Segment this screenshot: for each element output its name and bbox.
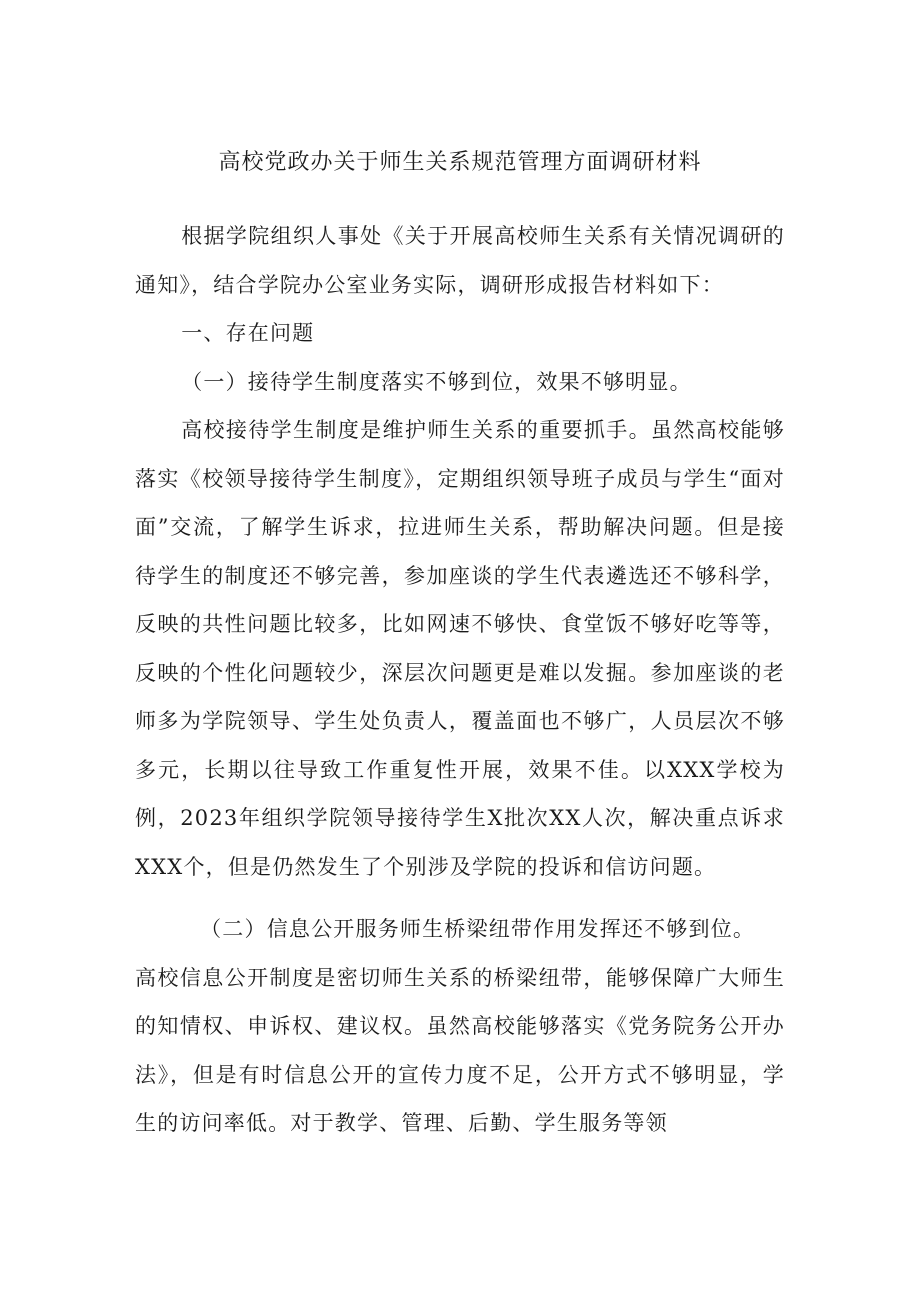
- document-title: 高校党政办关于师生关系规范管理方面调研材料: [218, 150, 702, 175]
- paragraph-information-disclosure: 高校信息公开制度是密切师生关系的桥梁纽带，能够保障广大师生的知情权、申诉权、建议权。虽然高校能够落实《党务院务公开办法》，但是有时信息公开的宣传力度不足，公开方式不够明显，学生的访问率低。对于教学、管理、后勤、学生服务等领: [135, 965, 785, 1135]
- document-body: [135, 212, 785, 1148]
- paragraph-reception-system: 高校接待学生制度是维护师生关系的重要抓手。虽然高校能够落实《校领导接待学生制度》，定期组织领导班子成员与学生“面对面”交流，了解学生诉求，拉进师生关系，帮助解决问题。但是接待学生的制度还不够完善，参加座谈的学生代表遴选还不够科学，反映的共性问题比较多，比如网速不够快、食堂饭不够好吃等等，反映的个性化问题较少，深层次问题更是难以发掘。参加座谈的老师多为学院领导、学生处负责人，覆盖面也不够广，人员层次不够多元，长期以往导致工作重复性开展，效果不佳。以XXX学校为例，2023年组织学院领导接待学生X批次XX人次，解决重点诉求XXX个，但是仍然发生了个别涉及学院的投诉和信访问题。: [135, 418, 785, 879]
- subheading-information-disclosure: （二）信息公开服务师生桥梁纽带作用发挥还不够到位。: [200, 917, 756, 941]
- intro-paragraph: 根据学院组织人事处《关于开展高校师生关系有关情况调研的通知》，结合学院办公室业务实际，调研形成报告材料如下：: [135, 224, 785, 297]
- subheading-reception-system: （一）接待学生制度落实不够到位，效果不够明显。: [181, 369, 692, 394]
- section-heading-problems: 一、存在问题: [181, 321, 315, 345]
